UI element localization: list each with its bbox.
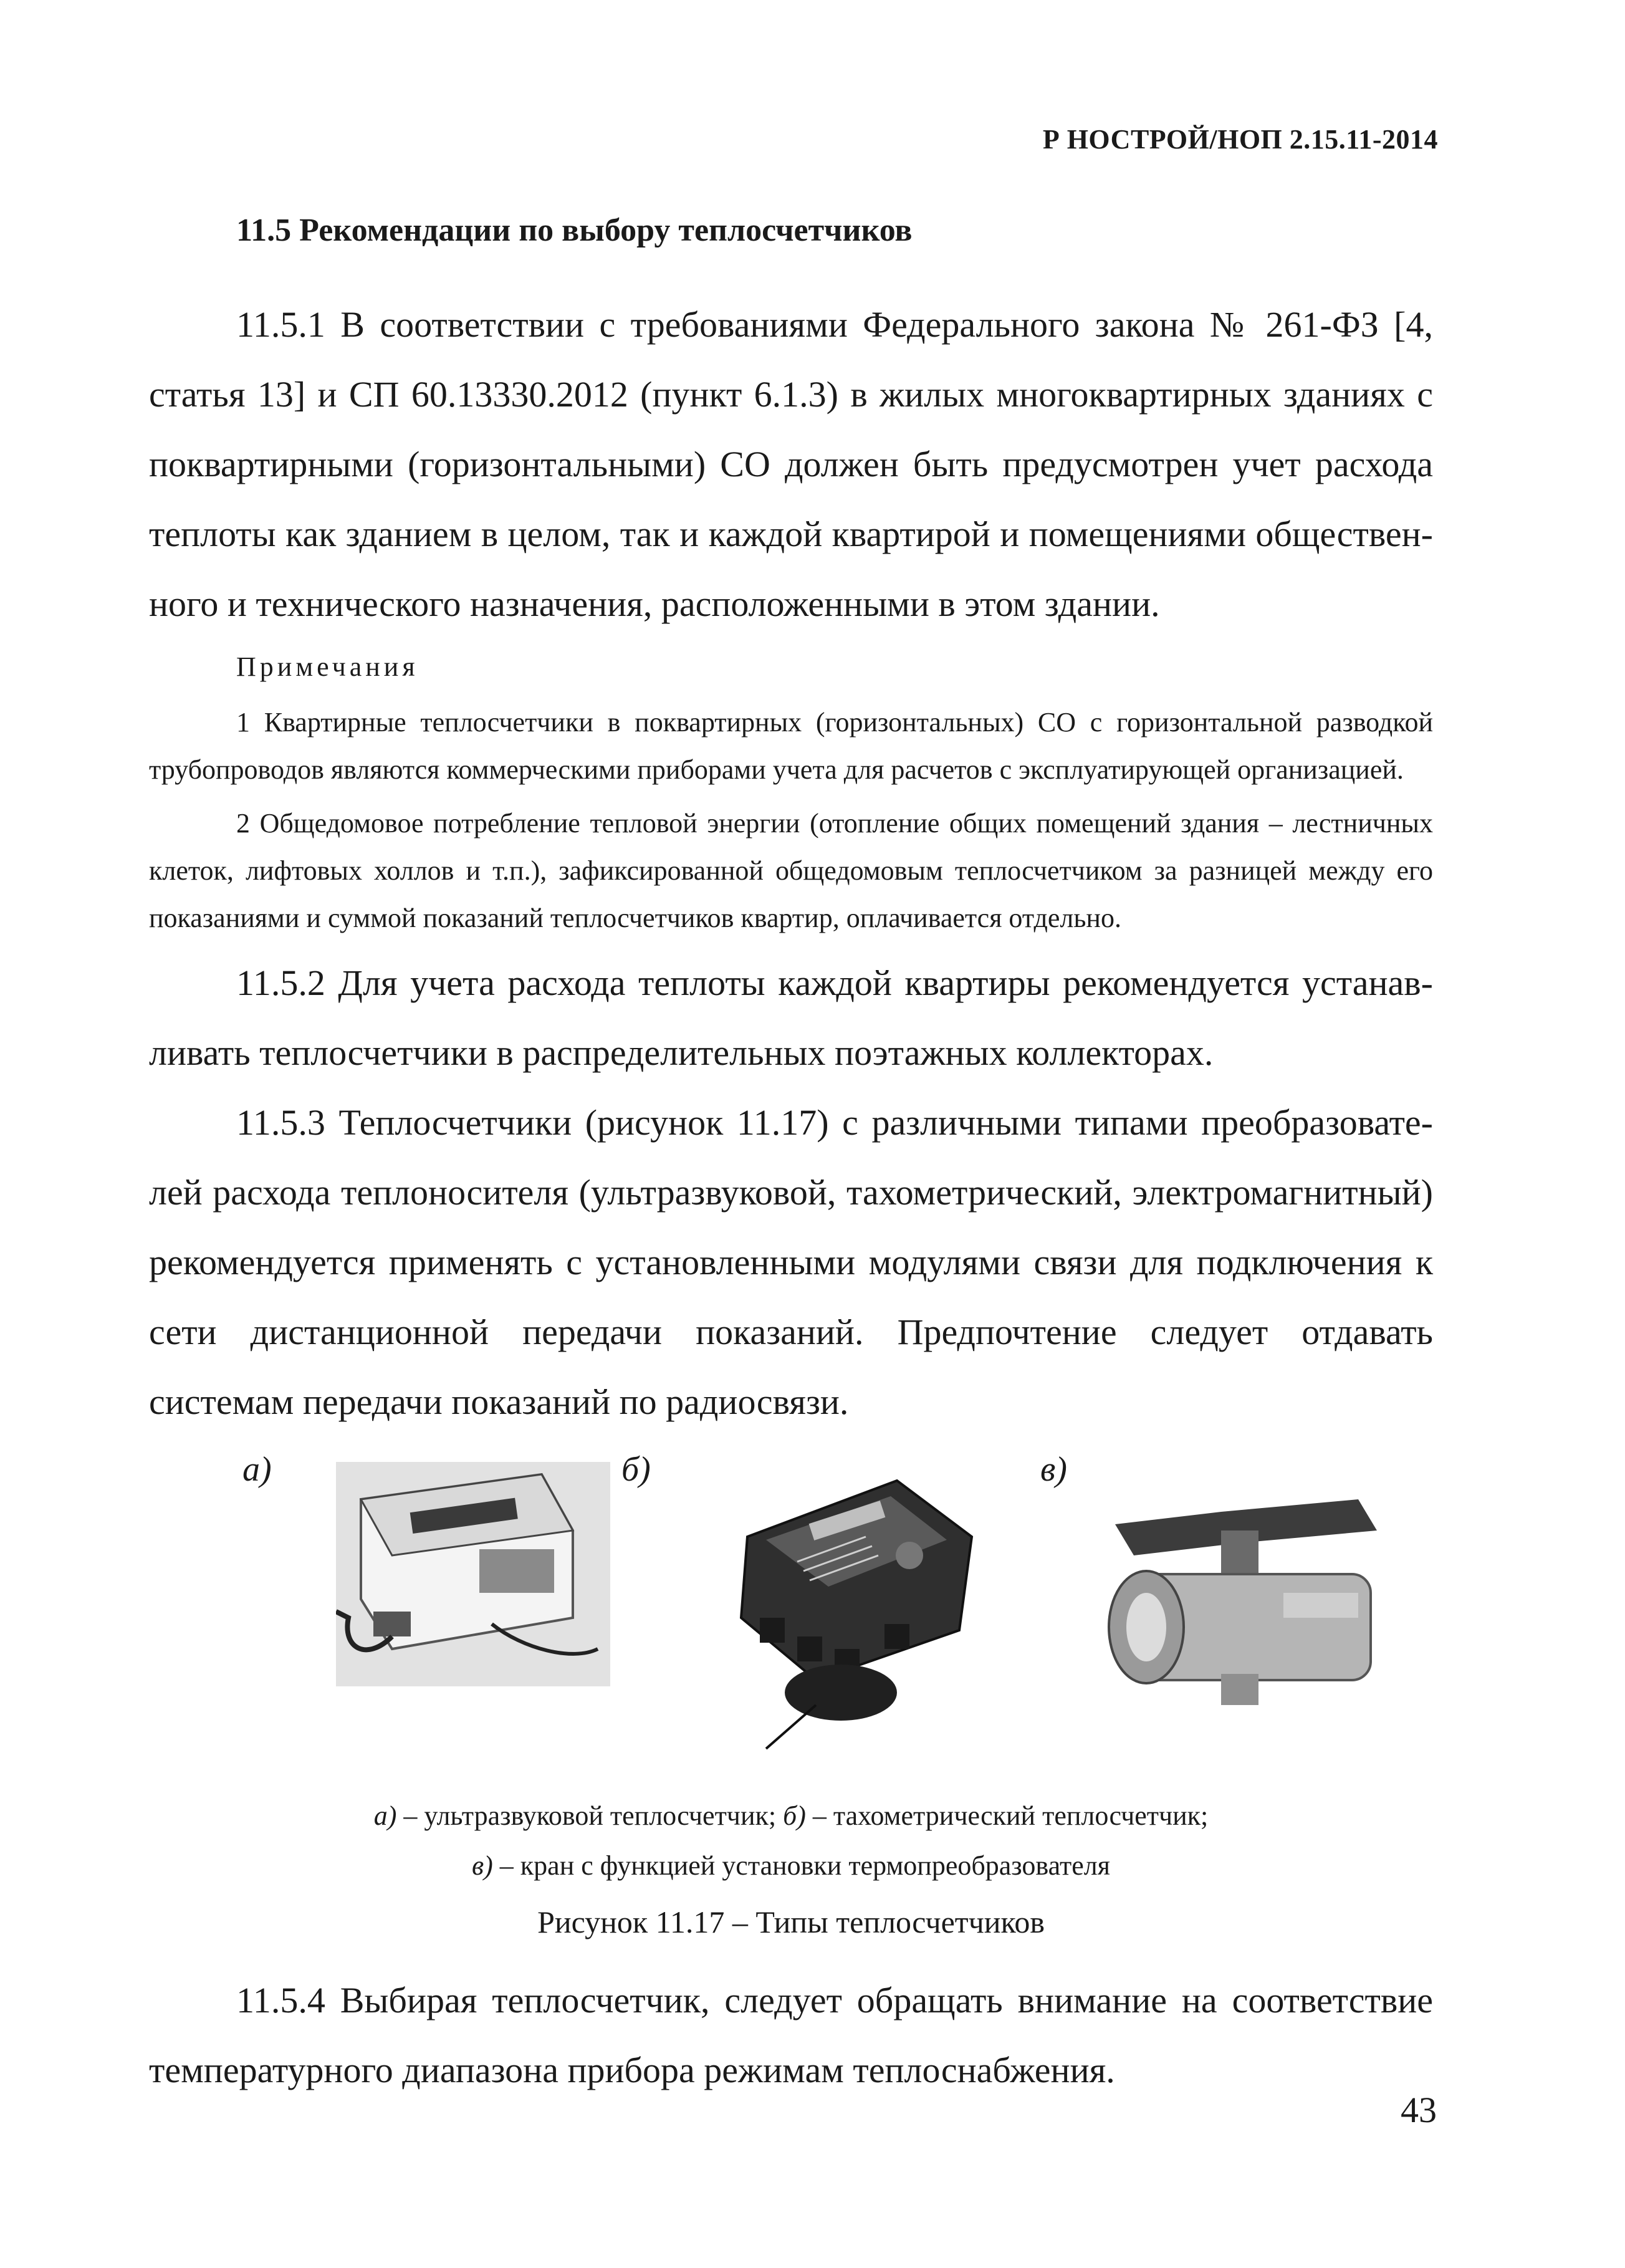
ultrasonic-heat-meter-image (336, 1462, 610, 1686)
caption-line-1 (149, 1791, 1433, 1841)
ball-valve-image (1096, 1487, 1396, 1724)
note-1: 1 Квартирные теплосчетчики в поквартирных (горизонтальных) СО с горизонтальной разводкой трубопроводов являются коммерческими приборами учета для расчетов с эксплуатирующей организацией. (149, 707, 1433, 785)
note-2: 2 Общедомовое потребление тепловой энергии (отопление общих помещений здания – лестничных клеток, лифтовых холлов и т.п.), зафиксированной общедомовым теплосчетчиком за разницей между его показаниями и суммой показаний теплосчетчиков квартир, оплачивается отдельно. (149, 808, 1433, 933)
paragraph-11-5-4: 11.5.4 Выбирая теплосчетчик, следует обращать внимание на соответствие температурного диапазона прибора режимам теплоснабжения. (149, 1980, 1433, 2090)
notes-heading: Примечания (236, 651, 419, 682)
caption-key-b: б) (783, 1800, 806, 1831)
caption-text-c: – кран с функцией установки термопреобразователя (492, 1850, 1110, 1881)
figure-label-a: а) (242, 1450, 272, 1489)
document-code-header: Р НОСТРОЙ/НОП 2.15.11-2014 (1042, 124, 1438, 155)
caption-text-b: – тахометрический теплосчетчик; (805, 1800, 1209, 1831)
page-content (149, 206, 1433, 2105)
caption-text-a: – ультразвуковой теплосчетчик; (396, 1800, 784, 1831)
figure-title: Рисунок 11.17 – Типы теплосчетчиков (537, 1905, 1045, 1939)
caption-line-2 (149, 1841, 1433, 1891)
tachometric-heat-meter-image (722, 1468, 984, 1755)
caption-key-a: а) (373, 1800, 397, 1831)
page-number: 43 (1401, 2090, 1437, 2130)
paragraph-11-5-3: 11.5.3 Теплосчетчики (рисунок 11.17) с различными типами преобразователей расхода теплоносителя (ультразвуковой, тахометрический, электромагнитный) рекомендуется применять с установленными модулями связи для подключения к сети дистанционной передачи показаний. Предпочтение следует отдавать системам передачи показаний по радиосвязи. (149, 1102, 1433, 1422)
figure-heat-meters (149, 1449, 1433, 1780)
figure-label-c: в) (1040, 1450, 1067, 1489)
paragraph-11-5-1: 11.5.1 В соответствии с требованиями Федерального закона № 261-ФЗ [4, статья 13] и СП 60.13330.2012 (пункт 6.1.3) в жилых многоквартирных зданиях с поквартирными (горизонтальными) СО должен быть предусмотрен учет расхода теплоты как зданием в целом, так и каждой квартирой и помещениями общественного и технического назначения, расположенными в этом здании. (149, 304, 1433, 624)
figure-captions (149, 1791, 1433, 1891)
section-title: 11.5 Рекомендации по выбору теплосчетчиков (236, 213, 913, 248)
caption-key-c: в) (472, 1850, 493, 1881)
figure-label-b: б) (621, 1450, 651, 1489)
paragraph-11-5-2: 11.5.2 Для учета расхода теплоты каждой квартиры рекомендуется устанавливать теплосчетчики в распределительных поэтажных коллекторах. (149, 963, 1433, 1073)
